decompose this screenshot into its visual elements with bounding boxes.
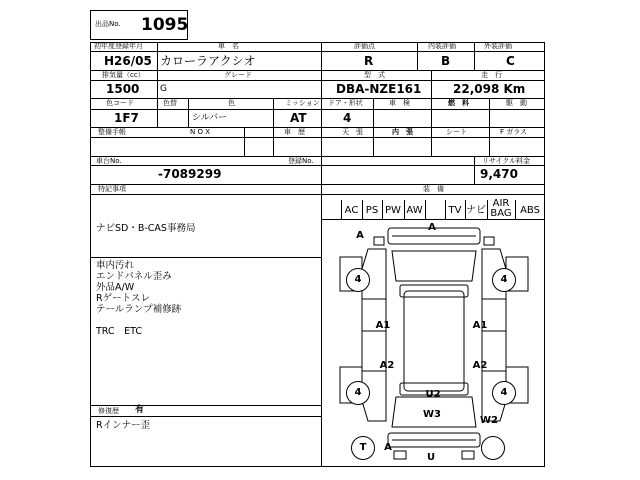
transmission-value: AT [290,111,307,125]
rule-row2-sub [90,80,545,81]
car-diagram [322,221,544,466]
rule-repair [90,405,321,406]
repair-label: 修復歴 [98,407,119,415]
exterior-value: C [506,54,515,68]
rule-row5 [90,156,545,157]
col-row4-d [489,127,490,156]
rule-row3-sub [90,109,545,110]
lot-label: 出品No. [95,20,121,28]
color-label: 色 [228,99,235,107]
tail-lamp-left [394,451,406,459]
drive-label: 駆 動 [506,99,527,107]
seat-label: シート [446,128,467,136]
col-row1-a [157,42,158,128]
equip-ps: PS [365,205,379,216]
remark-line: TRC ETC [96,326,142,337]
rule-row1-top [90,51,545,52]
vehicle-check-label: 車 検 [389,99,410,107]
score-label: 評価点 [354,42,375,50]
equip-abs: ABS [520,205,540,216]
rule-remarks-mid [90,257,321,258]
mark-door-fl: A1 [375,320,391,331]
right-mirror [484,237,494,245]
mark-rear-left: A [384,442,392,453]
col-row3-d [431,98,432,127]
col-row4-e [273,127,274,156]
tire-rear-right: 4 [492,381,516,405]
glass-label: F ガラス [500,128,528,136]
roof [404,291,464,391]
col-exterior [474,42,475,70]
rule-repair-sub [90,416,321,417]
col-recycle [474,156,475,184]
car-name-value: カローラアクシオ [160,54,256,68]
equip-sep [425,200,426,220]
col-interior [417,42,418,70]
mark-front-center: A [428,222,436,233]
col-score [321,42,322,184]
rule-row4 [90,127,545,128]
tail-lamp-right [462,451,474,459]
chassis-label: 車台No. [96,157,122,165]
col-row3-e [489,98,490,127]
displacement-label: 排気量（cc） [102,71,145,79]
col-row4-c [431,127,432,156]
hood [392,251,476,281]
left-mirror [374,237,384,245]
tire-front-right: 4 [492,268,516,292]
interior-trim-label: 内 張 [392,128,413,136]
rule-row5-sub [90,165,545,166]
color-code-label: 色コード [106,99,134,107]
equip-ac: AC [344,205,359,216]
remarks-label: 特記事項 [98,185,126,193]
roof-label: 天 張 [342,128,363,136]
mark-trunk: W3 [423,409,441,420]
rule-row6 [90,184,545,185]
remark-line: 車内汚れ [96,260,135,271]
color-code-value: 1F7 [114,111,139,125]
mark-door-rr: A2 [472,360,488,371]
remark-line: ナビSD・B-CAS事務局 [96,223,196,234]
tire-front-left: 4 [346,268,370,292]
model-label: 型 式 [364,71,385,79]
reg-no-label: 登録No. [288,157,314,165]
mark-door-fr: A1 [472,320,488,331]
recycle-label: リサイクル料金 [482,157,531,165]
fuel-label: 燃 料 [448,99,469,107]
lot-number: 1095 [141,15,189,35]
mark-rear-right: W2 [480,415,498,426]
remark-line: テールランプ補修跡 [96,304,182,315]
color-value: シルバー [192,113,228,123]
equipment-row [341,200,545,220]
equip-aw: AW [406,205,423,216]
equip-pw: PW [385,205,401,216]
col-row3-a [188,98,189,127]
rule-row2 [90,70,545,71]
recycle-value: 9,470 [480,167,518,181]
first-reg-value: H26/05 [104,54,152,68]
equip-tv: TV [448,205,462,216]
chassis-value: -7089299 [158,167,222,181]
mark-door-rl: A2 [379,360,395,371]
car-name-label: 車 名 [218,42,239,50]
grade-label: グレード [224,71,252,79]
mileage-value: 22,098 Km [453,82,526,96]
mark-front-left: A [356,230,364,241]
mileage-label: 走 行 [481,71,502,79]
displacement-value: 1500 [106,82,140,96]
repair-value: 有 [135,405,145,415]
nox-label: N O X [190,128,210,136]
lot-box [90,10,188,40]
interior-value: B [441,54,451,68]
mark-trunk-top: U2 [425,389,441,400]
col-row3-b [273,98,274,127]
rule-row6-sub [90,194,545,195]
remark-line: Rゲートスレ [96,293,151,304]
interior-label: 内装評価 [428,42,456,50]
col-row4-a [244,127,245,156]
remark-line: 外品A/W [96,282,135,293]
manual-label: 整備手帳 [98,128,126,136]
equip-navi: ナビ [466,205,486,216]
exterior-label: 外装評価 [484,42,512,50]
spare-tire: T [351,436,375,460]
score-value: R [364,54,374,68]
rule-row4-sub [90,137,545,138]
equipment-label: 装 備 [423,185,444,193]
remark-line: エンドパネル歪み [96,271,172,282]
doors-label: ドア・形状 [328,99,363,107]
doors-value: 4 [343,111,352,125]
color-change-label: 色替 [163,99,177,107]
rear-right-circle [481,436,505,460]
col-mileage [431,70,432,98]
repair-note: Rインナー歪 [96,420,151,431]
col-row4-b [373,127,374,156]
grade-value: G [160,84,167,94]
transmission-label: ミッション [285,99,320,107]
first-reg-label: 初年度登録年月 [94,42,143,50]
col-row3-c [373,98,374,127]
model-value: DBA-NZE161 [336,82,422,96]
mark-rear-center: U [426,452,436,463]
equip-airbag: AIR BAG [490,198,512,219]
tire-rear-left: 4 [346,381,370,405]
history-label: 車 歴 [284,128,305,136]
